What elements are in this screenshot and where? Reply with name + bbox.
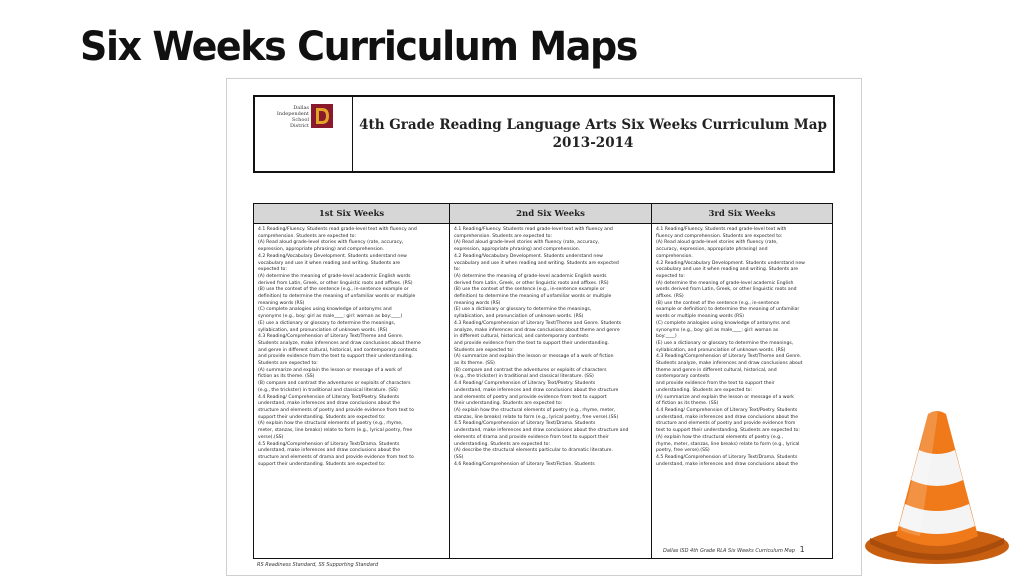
- standard-line: (A) describe the structural elements particular to dramatic literature.: [454, 448, 613, 454]
- standard-line: structure and elements of poetry and provide evidence from text to: [258, 407, 414, 413]
- standard-line: (C) complete analogies using knowledge of antonyms and: [258, 307, 392, 313]
- standard-line: understanding. Students are expected to:: [656, 387, 753, 393]
- standard-line: 4.6 Reading/Comprehension of Literary Text/Fiction. Students: [454, 461, 595, 467]
- standard-line: structure and elements of drama and provide evidence from text to: [258, 454, 414, 460]
- standard-line: (A) summarize and explain the lesson or message of a work of fiction: [454, 354, 614, 360]
- standard-line: fluency and comprehension. Students are expected to:: [656, 233, 783, 239]
- standard-line: syllabication, and pronunciation of unknown words. (RS): [454, 314, 584, 320]
- standard-line: (e.g., the trickster) in traditional and classical literature. (SS): [454, 374, 594, 380]
- col1-standards: [254, 224, 450, 559]
- standard-line: syllabication, and pronunciation of unknown words. (RS): [656, 347, 786, 353]
- standard-line: (B) compare and contrast the adventures or exploits of characters: [454, 367, 607, 373]
- footer-doc-name: Dallas ISD 4th Grade RLA Six Weeks Curriculum Map: [663, 548, 795, 554]
- standard-line: understanding. Students are expected to:: [454, 441, 551, 447]
- standard-line: theme and genre in different cultural, historical, and: [656, 367, 777, 373]
- standard-line: understand, make inferences and draw conclusions about the: [258, 448, 401, 454]
- col3-standards: [652, 224, 833, 559]
- standard-line: (A) Read aloud grade-level stories with fluency (rate, accuracy,: [258, 240, 404, 246]
- standard-line: 4.3 Reading/Comprehension of Literary Text/Theme and Genre. Students: [454, 320, 622, 326]
- curriculum-document: [226, 78, 862, 576]
- standard-line: words or multiple meaning words (RS): [656, 314, 744, 320]
- standard-line: fiction as its theme. (SS): [258, 374, 315, 380]
- standard-line: text to support their understanding. Students are expected to:: [656, 428, 800, 434]
- standard-line: Students are expected to:: [454, 347, 514, 353]
- standard-line: and genre in different cultural, historical, and contemporary contexts: [258, 347, 418, 353]
- standard-line: 4.2 Reading/Vocabulary Development. Students understand new: [656, 260, 805, 266]
- standard-line: (B) use the context of the sentence (e.g., in-sentence example or: [454, 287, 605, 293]
- district-name: [269, 105, 309, 129]
- standard-line: (A) determine the meaning of grade-level academic English: [656, 280, 794, 286]
- standard-line: in different cultural, historical, and contemporary contexts: [454, 334, 589, 340]
- standard-line: understand, make inferences and draw conclusions about the: [656, 414, 799, 420]
- standard-line: 4.4 Reading/ Comprehension of Literary Text/Poetry. Students: [656, 407, 798, 413]
- standard-line: 4.4 Reading/ Comprehension of Literary Text/Poetry. Students: [454, 381, 596, 387]
- standard-line: (A) Read aloud grade-level stories with fluency (rate,: [656, 240, 778, 246]
- document-title-line2: 2013-2014: [552, 135, 634, 151]
- standard-line: structure and elements of poetry and provide evidence from: [656, 421, 796, 427]
- standard-line: contemporary contexts: [656, 374, 710, 380]
- standard-line: 4.1 Reading/Fluency. Students read grade-level text with fluency and: [258, 227, 417, 232]
- standard-line: 4.1 Reading/Fluency. Students read grade-level text with fluency and: [454, 227, 613, 232]
- standard-line: accuracy, expression, appropriate phrasing) and: [656, 247, 768, 253]
- standard-line: Students are expected to:: [258, 361, 318, 367]
- column-header-1st-six-weeks: 1st Six Weeks: [254, 204, 450, 224]
- page-number: 1: [799, 545, 805, 554]
- standard-line: (A) determine the meaning of grade-level academic English words: [258, 273, 411, 279]
- standard-line: rhyme, meter, stanzas, line breaks) relate to form (e.g., lyrical: [656, 441, 800, 447]
- standard-line: support their understanding. Students are expected to:: [258, 414, 386, 420]
- column-header-3rd-six-weeks: 3rd Six Weeks: [652, 204, 833, 224]
- standard-line: (SS): [454, 454, 464, 460]
- standard-line: comprehension. Students are expected to:: [258, 233, 357, 239]
- district-name-line: District: [290, 123, 309, 129]
- standard-line: analyze, make inferences and draw conclusions about theme and genre: [454, 327, 620, 333]
- standard-line: 4.4 Reading/ Comprehension of Literary Text/Poetry. Students: [258, 394, 400, 400]
- standard-line: understand, make inferences and draw conclusions about the structure: [454, 387, 619, 393]
- standard-line: and provide evidence from the text to support their: [656, 381, 775, 387]
- standard-line: 4.3 Reading/Comprehension of Literary Text/Theme and Genre.: [258, 334, 404, 340]
- standard-line: synonyms (e.g., boy: girl as male____: girl: woman as boy:____): [258, 314, 403, 320]
- standard-line: comprehension. Students are expected to:: [454, 233, 553, 239]
- standard-line: meaning words (RS): [454, 300, 501, 306]
- standard-line: their understanding. Students are expected to:: [454, 401, 563, 407]
- standard-line: support their understanding. Students are expected to:: [258, 461, 386, 467]
- standard-line: 4.3 Reading/Comprehension of Literary Text/Theme and Genre.: [656, 354, 802, 360]
- slide-title: Six Weeks Curriculum Maps: [80, 24, 637, 70]
- standard-line: meter, stanzas, line breaks) relate to form (e.g., lyrical poetry, free: [258, 428, 413, 434]
- standard-line: words derived from Latin, Greek, or other linguistic roots and: [656, 287, 797, 293]
- standard-line: elements of drama and provide evidence from text to support their: [454, 434, 609, 440]
- standard-line: 4.2 Reading/Vocabulary Development. Students understand new: [454, 253, 603, 259]
- standard-line: (A) Read aloud grade-level stories with fluency (rate, accuracy,: [454, 240, 600, 246]
- standard-line: (A) explain how the structural elements of poetry (e.g.,: [656, 434, 783, 440]
- standard-line: (B) use the context of the sentence (e.g., in-sentence example or: [258, 287, 409, 293]
- document-title-line1: 4th Grade Reading Language Arts Six Weeks Curriculum Map: [359, 117, 827, 133]
- standard-line: as its theme. (SS): [454, 361, 495, 367]
- standard-line: synonyms (e.g., boy: girl as male____: girl: woman as: [656, 327, 779, 333]
- standard-line: (B) use the context of the sentence (e.g., in-sentence: [656, 300, 780, 306]
- standard-line: vocabulary and use it when reading and writing. Students are expected: [454, 260, 619, 266]
- standard-line: (A) summarize and explain the lesson or message of a work of: [258, 367, 402, 373]
- standard-line: understand, make inferences and draw conclusions about the: [656, 461, 799, 467]
- standard-line: understand, make inferences and draw conclusions about the structure and: [454, 428, 629, 434]
- document-title: [353, 97, 833, 171]
- standard-line: (E) use a dictionary or glossary to determine the meanings,: [656, 340, 794, 346]
- standard-line: and provide evidence from the text to support their understanding.: [258, 354, 413, 360]
- district-logo: [255, 97, 353, 171]
- standard-line: expected to:: [656, 273, 685, 279]
- standard-line: syllabication, and pronunciation of unknown words. (RS): [258, 327, 388, 333]
- standard-line: 4.5 Reading/Comprehension of Literary Text/Drama. Students: [454, 421, 596, 427]
- standard-line: of fiction as its theme. (SS): [656, 401, 719, 407]
- district-name-line: Independent: [276, 111, 309, 117]
- standard-line: expected to:: [258, 267, 287, 273]
- standard-line: (B) compare and contrast the adventures or exploits of characters: [258, 381, 411, 387]
- standard-line: comprehension.: [656, 253, 693, 259]
- standard-line: Students analyze, make inferences and draw conclusions about theme: [258, 340, 421, 346]
- standard-line: (E) use a dictionary or glossary to determine the meanings,: [258, 320, 396, 326]
- standard-line: definition) to determine the meaning of unfamiliar words or multiple: [454, 294, 612, 300]
- document-footer-right: [663, 545, 805, 554]
- standard-line: to:: [454, 267, 461, 273]
- traffic-cone-icon: [862, 408, 1012, 568]
- standard-line: derived from Latin, Greek, or other linguistic roots and affixes. (RS): [258, 280, 413, 286]
- standard-line: expression, appropriate phrasing) and comprehension.: [258, 247, 385, 253]
- standard-line: 4.2 Reading/Vocabulary Development. Students understand new: [258, 253, 407, 259]
- standard-line: (A) explain how the structural elements of poetry (e.g., rhyme,: [258, 421, 403, 427]
- dallas-isd-logo-icon: [311, 104, 333, 128]
- standards-legend: RS Readiness Standard, SS Supporting Standard: [257, 562, 379, 568]
- standard-line: (C) complete analogies using knowledge of antonyms and: [656, 320, 790, 326]
- standard-line: verse).(SS): [258, 434, 284, 440]
- standard-line: (A) summarize and explain the lesson or message of a work: [656, 394, 794, 400]
- standard-line: boy:____): [656, 334, 677, 340]
- standard-line: vocabulary and use it when reading and writing. Students are: [656, 267, 799, 273]
- standard-line: meaning words (RS): [258, 300, 305, 306]
- standard-line: example or definition) to determine the meaning of unfamiliar: [656, 307, 800, 313]
- column-header-2nd-six-weeks: 2nd Six Weeks: [450, 204, 652, 224]
- standard-line: poetry, free verse).(SS): [656, 448, 710, 454]
- standard-line: 4.5 Reading/Comprehension of Literary Text/Drama. Students: [258, 441, 400, 447]
- col2-standards: [450, 224, 652, 559]
- standard-line: (E) use a dictionary or glossary to determine the meanings,: [454, 307, 592, 313]
- standard-line: 4.1 Reading/Fluency. Students read grade-level text with: [656, 227, 787, 232]
- standard-line: stanzas, line breaks) relate to form (e.g., lyrical poetry, free verse).(SS): [454, 414, 619, 420]
- standard-line: expression, appropriate phrasing) and comprehension.: [454, 247, 581, 253]
- standard-line: affixes. (RS): [656, 294, 684, 300]
- standard-line: 4.5 Reading/Comprehension of Literary Text/Drama. Students: [656, 454, 798, 460]
- document-header: [253, 95, 835, 173]
- standard-line: definition) to determine the meaning of unfamiliar words or multiple: [258, 294, 416, 300]
- standard-line: (A) explain how the structural elements of poetry (e.g., rhyme, meter,: [454, 407, 616, 413]
- standard-line: derived from Latin, Greek, or other linguistic roots and affixes. (RS): [454, 280, 609, 286]
- curriculum-table: [253, 203, 833, 559]
- standard-line: and provide evidence from the text to support their understanding.: [454, 340, 609, 346]
- district-name-line: Dallas: [293, 105, 309, 111]
- standard-line: vocabulary and use it when reading and writing. Students are: [258, 260, 401, 266]
- district-name-line: School: [291, 117, 309, 123]
- standard-line: Students analyze, make inferences and draw conclusions about: [656, 361, 803, 367]
- standard-line: (A) determine the meaning of grade-level academic English words: [454, 273, 607, 279]
- standard-line: and elements of poetry and provide evidence from text to support: [454, 394, 607, 400]
- standard-line: understand, make inferences and draw conclusions about the: [258, 401, 401, 407]
- standard-line: (e.g., the trickster) in traditional and classical literature. (SS): [258, 387, 398, 393]
